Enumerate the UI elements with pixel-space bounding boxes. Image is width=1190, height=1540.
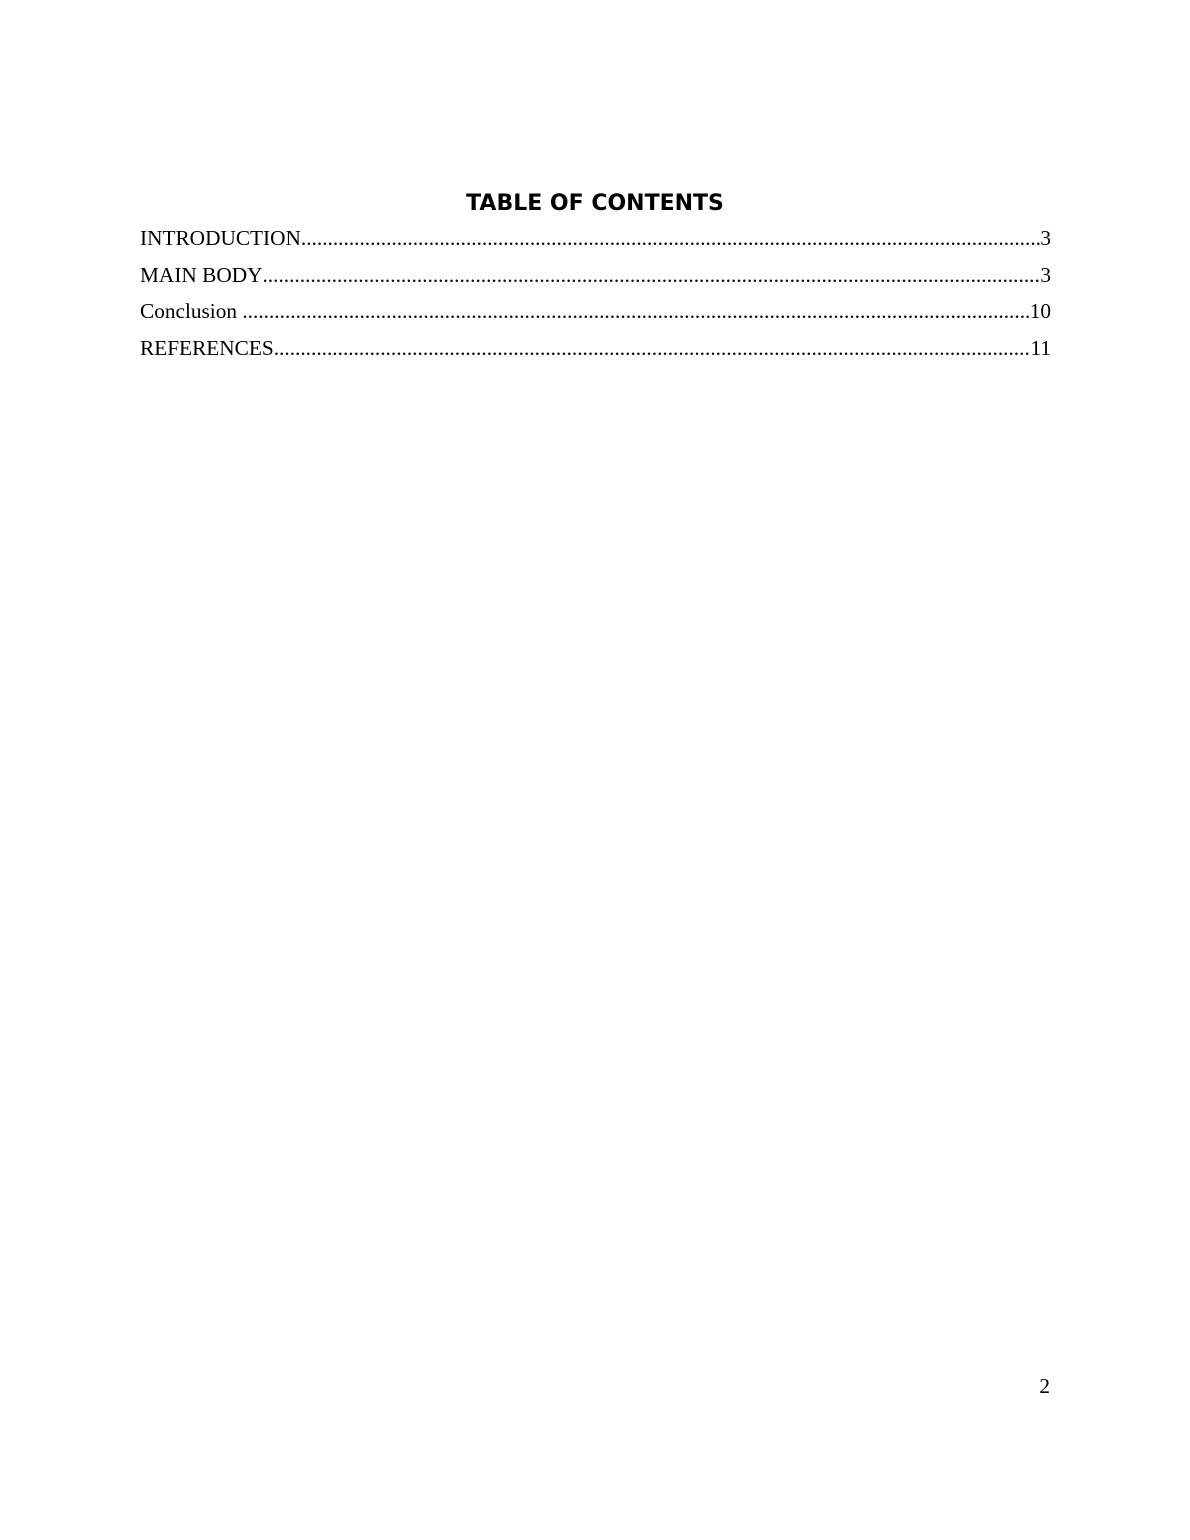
- toc-entry-introduction[interactable]: [140, 224, 1051, 261]
- toc-entry-label: MAIN BODY: [140, 262, 263, 287]
- toc-entry-label: Conclusion: [140, 299, 243, 323]
- toc-dot-leader: [301, 224, 1040, 252]
- toc-entry-conclusion[interactable]: [140, 297, 1051, 334]
- toc-entry-page: 3: [1040, 226, 1051, 250]
- toc-dot-leader: [242, 297, 1029, 325]
- toc-dot-leader: [274, 334, 1031, 362]
- toc-entry-page: 11: [1030, 335, 1051, 360]
- page-number: 2: [1039, 1374, 1050, 1398]
- toc-list: [140, 224, 1051, 370]
- toc-title: TABLE OF CONTENTS: [466, 191, 724, 216]
- toc-entry-main-body[interactable]: [140, 261, 1051, 298]
- toc-entry-page: 3: [1040, 262, 1051, 287]
- toc-entry-page: 10: [1029, 299, 1051, 323]
- toc-dot-leader: [262, 261, 1040, 289]
- toc-entry-label: INTRODUCTION: [140, 226, 301, 250]
- toc-entry-label: REFERENCES: [140, 335, 274, 360]
- toc-entry-references[interactable]: [140, 334, 1051, 371]
